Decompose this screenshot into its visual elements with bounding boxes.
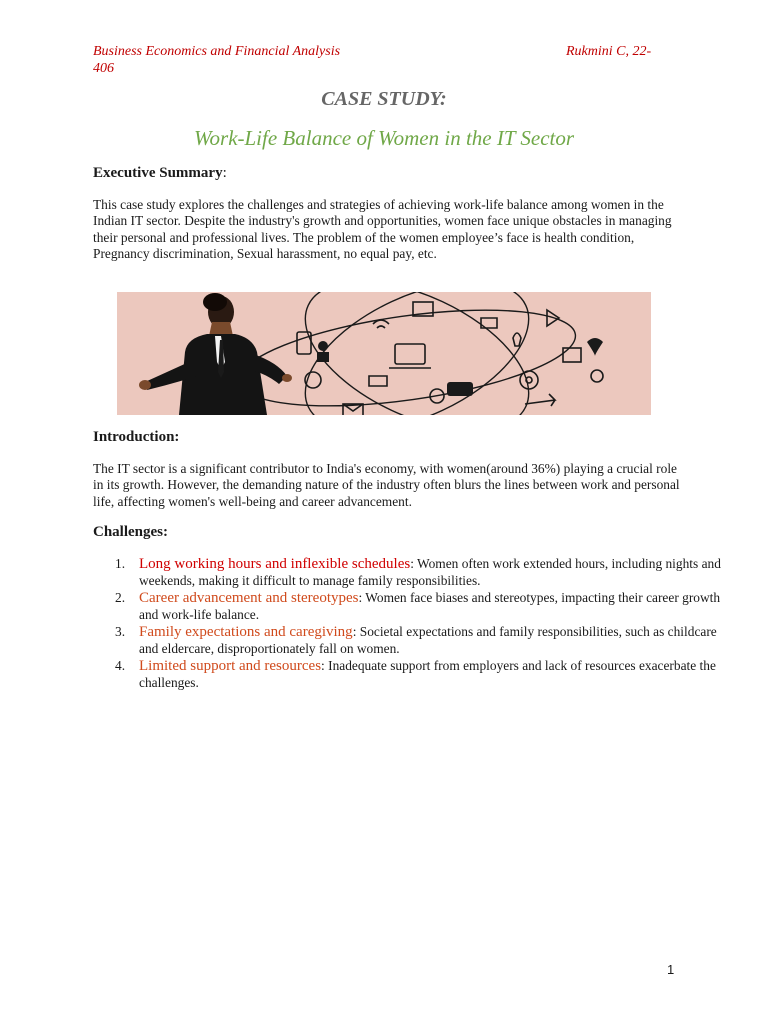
document-subtitle: Work-Life Balance of Women in the IT Sector [193,126,575,150]
wifi-inner-icon [377,326,385,328]
heart-icon [591,370,603,382]
list-item-number: 1. [115,556,126,571]
challenge-title: Career advancement and stereotypes [139,590,359,606]
executive-summary-body: This case study explores the challenges and strategies of achieving work-life balance among women in the Indian IT sector. Despite the industry's growth and opportunities, women face unique obstacles in managing their personal and professional lives. The problem of the women employee’s face is health condition, Pregnancy discrimination, Sexual harassment, no equal pay, etc. [93,197,672,261]
page-number: 1 [667,962,675,977]
airplane-icon [525,394,555,406]
introduction-heading: Introduction: [93,429,180,445]
challenges-heading: Challenges: [93,524,168,540]
printer-icon [563,348,581,362]
list-item [115,624,729,657]
challenge-title: Limited support and resources [139,658,322,674]
car-icon [369,376,387,386]
challenge-description: : Women often work extended hours, including nights and weekends, making it difficult to manage family responsibilities. [139,556,721,588]
list-item-number: 2. [115,590,126,605]
challenge-description: : Inadequate support from employers and lack of resources exacerbate the challenges. [139,658,716,690]
executive-summary-colon: : [222,165,227,181]
list-item-number: 4. [115,658,126,673]
person-body-icon [317,352,329,362]
header-author-continued: 406 [93,61,114,76]
gamepad-icon [447,382,473,396]
person-icon [318,341,328,351]
document-title: CASE STUDY: [321,88,447,110]
laptop-icon [395,344,425,364]
challenge-title: Long working hours and inflexible schedules [139,556,411,572]
challenge-description: : Women face biases and stereotypes, impacting their career growth and work-life balance. [139,590,721,622]
illustration-businesswoman-technology [117,292,651,415]
tree-icon [587,338,603,356]
challenge-description: : Societal expectations and family responsibilities, such as childcare and eldercare, disproportionately fall on women. [139,624,717,656]
list-item-number: 3. [115,624,126,639]
gear-icon [520,371,538,389]
businesswoman-figure [139,293,292,415]
executive-summary-heading-text: Executive Summary [93,165,223,181]
header-course-title: Business Economics and Financial Analysis [93,44,341,59]
lightbulb-icon [513,333,521,346]
list-item [115,658,729,691]
challenge-title: Family expectations and caregiving [139,624,353,640]
illustration-svg [117,292,651,415]
list-item [115,590,729,623]
header-author: Rukmini C, 22- [566,44,652,59]
challenges-list [93,556,729,692]
list-item [115,556,729,589]
introduction-body: The IT sector is a significant contributor to India's economy, with women(around 36%) playing a crucial role in its growth. However, the demanding nature of the industry often blurs the lines between work and personal life, affecting women's well-being and career advancement. [93,461,680,509]
executive-summary-heading [93,165,227,182]
